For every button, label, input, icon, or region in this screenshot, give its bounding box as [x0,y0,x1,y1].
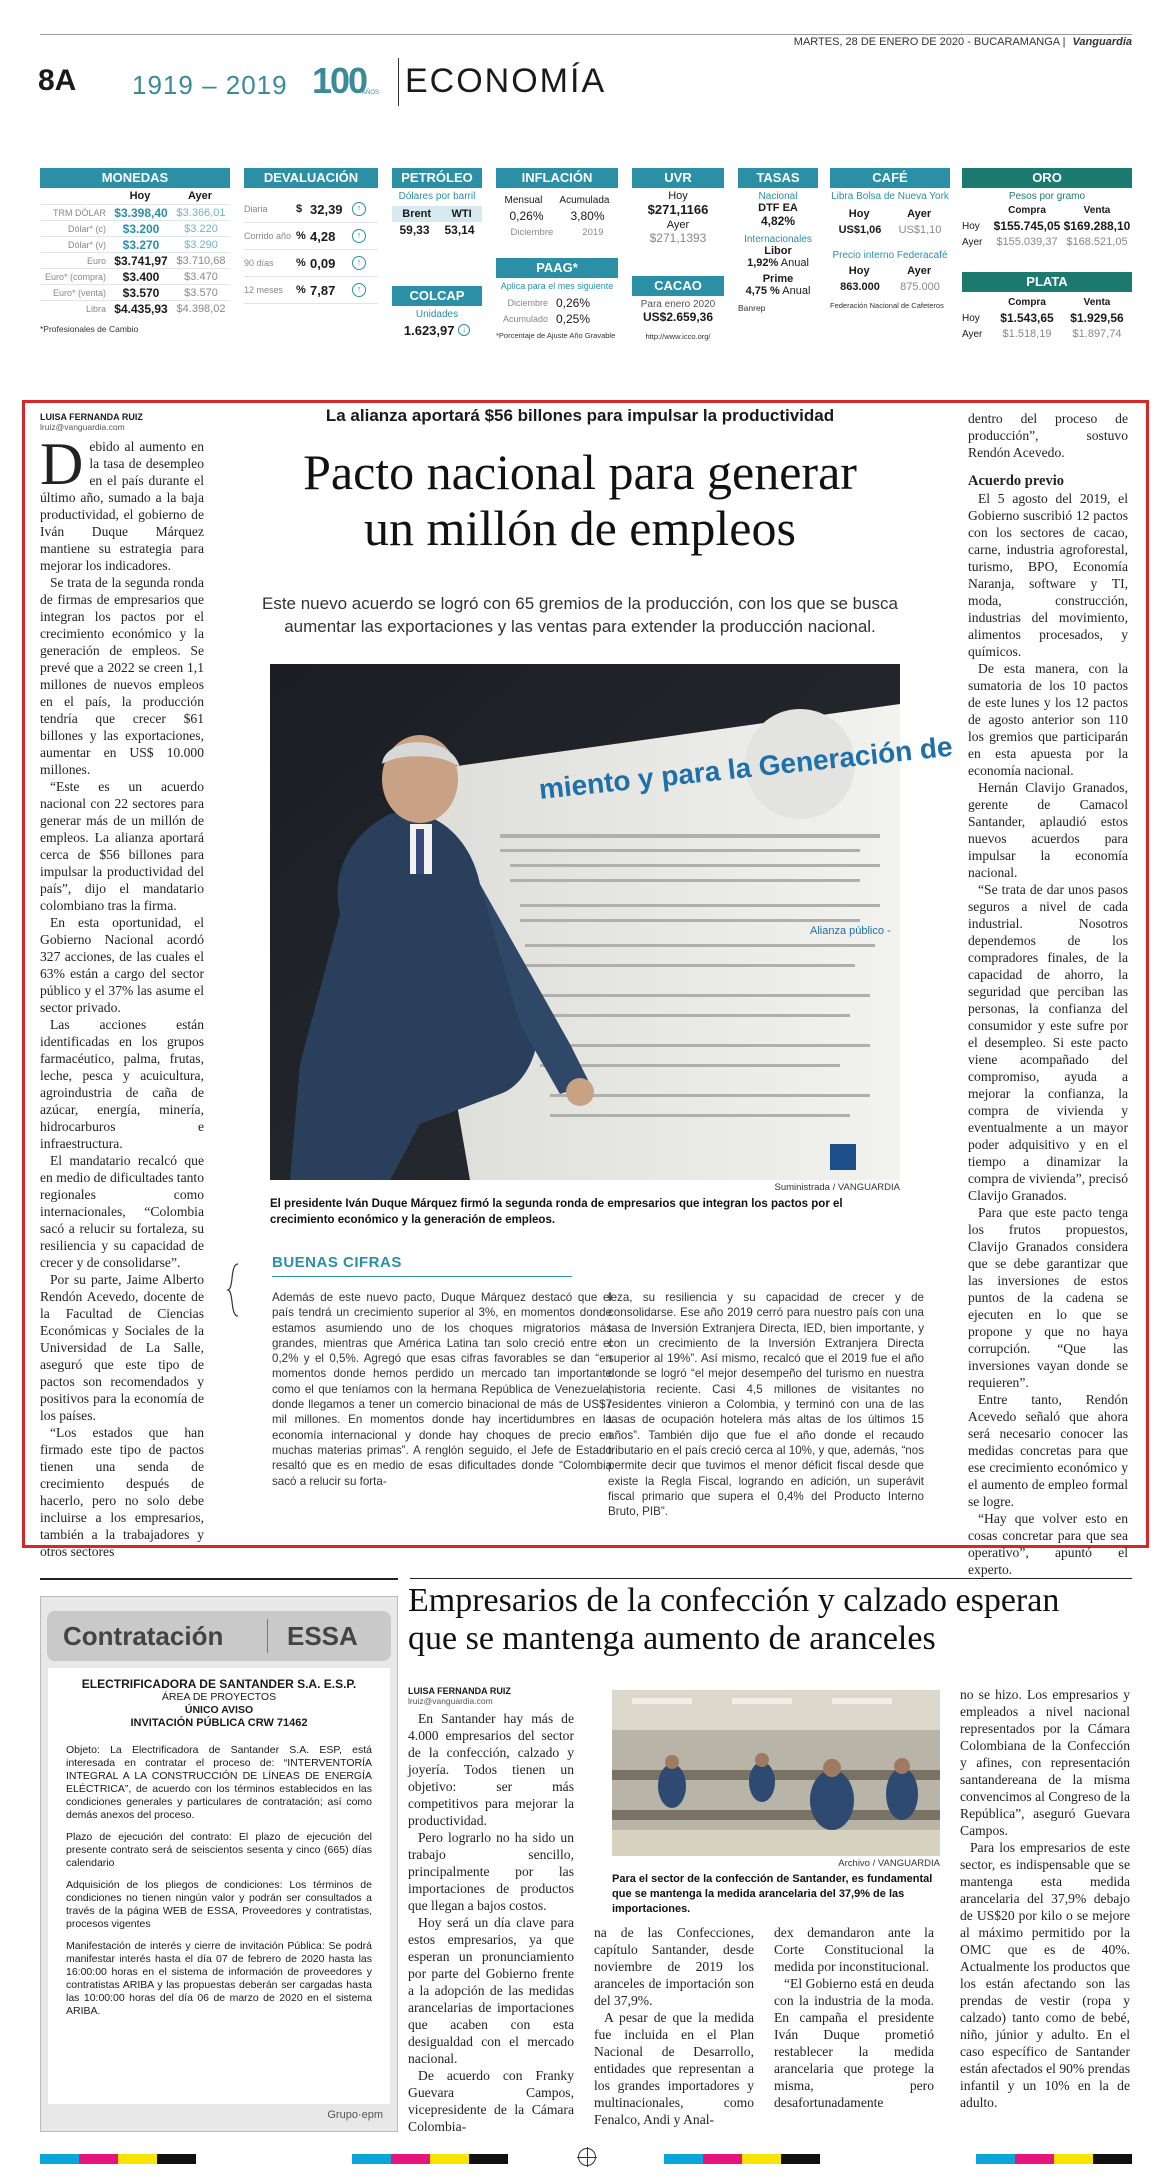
photo-caption: Para el sector de la confección de Santander, es fundamental que se mantenga la medida arancelaria del 37,9% de las importaciones. [612,1873,933,1915]
plata-title: PLATA [962,272,1132,292]
inflacion-panel [496,168,618,240]
ad-paragraph: Adquisición de los pliegos de condiciones: Los términos de condiciones no tienen ningún valor y podrán ser consultados a través de la página WEB de ESSA, Proveedores y contratistas, procesos vigentes [66,1879,372,1930]
moneda-label: Euro [86,255,106,266]
ad-label: Contratación [63,1621,224,1651]
lead-paragraph: ebido al aumento en la tasa de desempleo en el país durante el último año, sumado a la baja productividad, el gobierno de Iván Duque Márquez mantiene su estrategia para mejorar los indicadores. [40,439,204,573]
cafe-sub2: Precio interno Federacafé [832,250,948,261]
tasas-title: TASAS [738,168,818,188]
deval-symbol: % [296,257,306,269]
paragraph: “Este es un acuerdo nacional con 22 sectores para generar más de un millón de empleos. La alianza aportará cerca de $56 billones para impulsar la productividad del país”, dijo el mandatario colombiano tras la firma. [40,779,204,913]
byline: LUISA FERNANDA RUIZ [40,412,143,422]
photo-caption: El presidente Iván Duque Márquez firmó la segunda ronda de empresarios que integran los pactos por el crecimiento económico y la generación de empleos. [270,1198,843,1226]
paragraph: na de las Confecciones, capítulo Santander, desde noviembre de 2019 los aranceles de importación son del 37,9%. [594,1925,754,2008]
paper-name: Vanguardia [1072,36,1132,48]
grupo-epm-logo: Grupo·epm [327,2109,383,2121]
metal-venta: $169.288,10 [1063,219,1131,233]
paag-panel [496,258,618,340]
dropcap: D [40,431,84,497]
paragraph: El mandatario recalcó que en medio de dificultades tanto regionales como internacionales, “Colombia sacó a relucir su fortaleza, su resiliencia y su capacidad de crecer y de consolidarse”. [40,1153,204,1270]
header-divider [398,58,399,106]
moneda-ayer: $3.470 [184,270,218,283]
metal-row [962,326,1132,342]
cacao-title: CACAO [632,276,724,296]
deval-symbol: $ [296,203,303,215]
cafe-ayer-label: Ayer [907,208,932,220]
factory-photo [612,1690,940,1856]
signing-photo-illustration [270,664,954,1180]
devaluacion-panel [244,168,378,304]
ad-area: ÁREA DE PROYECTOS [161,1691,277,1703]
paragraph: De esta manera, con la sumatoria de los 10 pactos de este lunes y los 12 pactos de agosto anterior son 110 los gremios que participarán en esta apuesta por la economía nacional. [968,661,1128,778]
uvr-ayer: $271,1393 [649,231,707,245]
moneda-label: Euro* (compra) [44,271,106,282]
subhead: Acuerdo previo [968,473,1064,489]
cafe-ayer: US$1,10 [898,224,942,236]
devaluacion-title: DEVALUACIÓN [244,168,378,188]
paragraph: A pesar de que la medida fue incluida en el Plan Nacional de Desarrollo, entidades que representan a los grandes importadores y multinacionales, como Fenalco, Andi y Anal- [594,2010,754,2127]
brent-label: Brent [402,208,431,220]
cafe-hoy-label-2: Hoy [848,265,870,277]
uvr-panel [632,168,724,245]
cifras-left-text: Además de este nuevo pacto, Duque Márquez destacó que el país tendrá un crecimiento superior al 3%, en momentos donde estamos asumiendo uno de los choques migratorios más grandes, mientras que América Latina tan solo creció entre el 0,2% y el 0,5%. Agregó que esas cifras favorables se dan “en momentos donde hemos perdido un mercado tan importante como el que teníamos con la hermana República de Venezuela, donde llegamos a tener un comercio binacional de más de US$7 mil millones. En momentos donde hay incertidumbres en la economía internacional y donde hay choques de precio en muchas materias primas”. A renglón seguido, el Jefe de Estado resaltó que es en medio de esas dificultades donde “Colombia sacó a relucir su forta- [272,1291,612,1488]
moneda-hoy: $3.400 [122,269,160,284]
paag-sub: Aplica para el mes siguiente [500,281,614,291]
oro-sub: Pesos por gramo [1008,191,1086,202]
colcap-panel [392,286,482,338]
plata-compra-label: Compra [1008,296,1046,308]
kicker: La alianza aportará $56 billones para impulsar la productividad [325,406,835,425]
arrow-down-icon: ↓ [458,324,470,336]
moneda-ayer: $3.220 [184,222,218,235]
tasas-internacionales: Internacionales [744,234,812,245]
cacao-note: http://www.icco.org/ [645,332,711,341]
plata-panel [962,272,1132,342]
metal-label: Hoy [962,312,980,324]
metal-label: Hoy [962,220,980,232]
libor-value: 1,92% [747,257,779,269]
paag-note: *Porcentaje de Ajuste Año Gravable [496,331,616,340]
photo-credit: Suministrada / VANGUARDIA [774,1182,900,1193]
colcap-title: COLCAP [392,286,482,306]
ad-top-rule [40,1578,398,1580]
oro-panel [962,168,1132,250]
metal-compra: $155.745,05 [993,219,1061,233]
mensual-label: Mensual [504,194,543,206]
paragraph: El 5 agosto del 2019, el Gobierno suscribió 12 pactos con los sectores de cacao, carne, industria agroforestal, turismo, BPO, Economía Naranja, software y TI, moda, construcción, industrias del movimiento, alimentos procesados, y químicos. [968,491,1128,659]
deval-value: 32,39 [310,201,343,217]
section-title: ECONOMÍA [405,62,607,100]
moneda-row [40,284,230,300]
tasas-nacional: Nacional [758,191,798,202]
cacao-panel [632,276,724,341]
uvr-hoy: $271,1166 [647,202,709,217]
metal-label: Ayer [962,236,983,248]
paragraph: no se hizo. Los empresarios y empleados a nivel nacional representados por la Cámara Colombiana de la Confección y afines, con representación santandereana de la misma convencimos al Congreso de la República”, aseguró Guevara Campos. [960,1687,1130,1838]
cifras-right-text: leza, su resiliencia y su capacidad de crecer y de consolidarse. Ese año 2019 cerró para nuestro país con una tasa de Inversión Extranjera Directa, IED, bien importante, y con un crecimiento de la Inversión Extranjera Directa superior al 19%”. Así mismo, recalcó que el 2019 fue el año donde se logró “el mejor desempeño del turismo en nuestra historia reciente. Casi 4,5 millones de visitantes no residentes vinieron a Colombia, y terminó con una de las tasas de ocupación hotelera más altas de los últimos 15 años”. También dijo que fue el año donde el recaudo tributario en el país creció cerca al 10%, y que, además, “nos permite decir que tuvimos el menor déficit fiscal desde que existe la Regla Fiscal, logrando en adición, un superávit fiscal primario que supera el 0,4% del Producto Interno Bruto, PIB”. [608,1291,924,1519]
ad-paragraph: Manifestación de interés y cierre de invitación Pública: Se podrá manifestar interés hasta el día 07 de febrero de 2020 hasta las 16:00:00 horas en el sistema de información de proveedores y contratistas ARIBA y las propuestas deberán ser cargadas hasta las 10:00:00 horas del día 06 de marzo de 2020 en el sistema ARIBA. [66,1940,372,2017]
acumulada-value: 3,80% [570,209,605,223]
ad-body [48,1668,390,2104]
moneda-ayer: $3.710,68 [176,254,226,267]
moneda-hoy: $3.741,97 [114,253,168,268]
metal-compra: $1.518,19 [1002,328,1052,340]
moneda-row [40,252,230,268]
page-number: 8A [38,64,77,97]
colcap-value: 1.623,97 [403,322,455,338]
oro-venta-label: Venta [1083,204,1111,216]
col-ayer: Ayer [187,190,213,202]
cacao-sub: Para enero 2020 [640,299,716,310]
paag-row [496,311,618,327]
colcap-sub: Unidades [415,309,459,320]
byline-email: lruiz@vanguardia.com [408,1696,493,1706]
uvr-hoy-label: Hoy [668,190,688,202]
moneda-hoy: $3.398,40 [114,205,168,220]
main-col-3 [968,410,1128,1578]
brace-decoration [226,1262,240,1318]
inflacion-title: INFLACIÓN [496,168,618,188]
metal-venta: $168.521,05 [1066,236,1128,248]
paragraph: Por su parte, Jaime Alberto Rendón Acevedo, docente de la Facultad de Ciencias Económicas y Sociales de la Universidad de La Salle, aseguró que este tipo de pactos son recomendados y positivos para la economía de los países. [40,1272,204,1423]
moneda-label: TRM DÓLAR [52,207,106,218]
cafe-note: Federación Nacional de Cafeteros [830,301,944,310]
prime-value: 4,75 % [745,285,780,297]
petroleo-title: PETRÓLEO [392,168,482,188]
dek: Este nuevo acuerdo se logró con 65 gremios de la producción, con los que se busca aumentar las exportaciones y las ventas para extender la producción nacional. [261,594,898,636]
second-headline: Empresarios de la confección y calzado esperan que se mantenga aumento de aranceles [408,1582,1060,1657]
paragraph: Hernán Clavijo Granados, gerente de Camacol Santander, aplaudió estos nuevos acuerdos para impulsar la economía nacional. [968,780,1128,880]
article2-col-1 [408,1686,574,2135]
paragraph: Pero lograrlo no ha sido un trabajo sencillo, principalmente por las importaciones de productos que llegan a bajos costos. [408,1830,574,1913]
moneda-ayer: $3.570 [184,286,218,299]
cafe-hoy2: 863.000 [840,281,880,293]
moneda-hoy: $3.200 [122,221,160,236]
wti-label: WTI [451,208,472,220]
uvr-title: UVR [632,168,724,188]
dateline: MARTES, 28 DE ENERO DE 2020 - BUCARAMANGA | Vanguardia [793,36,1132,48]
monedas-note: *Profesionales de Cambio [40,324,139,334]
photo-credit: Archivo / VANGUARDIA [838,1858,940,1869]
metal-venta: $1.897,74 [1072,328,1122,340]
paag-row [496,295,618,311]
deval-value: 0,09 [310,255,336,271]
moneda-row [40,204,230,220]
metal-compra: $1.543,65 [1000,311,1054,325]
factory-photo-illustration [612,1690,940,1856]
prime-unit: Anual [782,285,811,297]
paragraph: Hoy será un día clave para estos empresarios, ya que esperan un pronunciamiento por parte del Gobierno frente a la adopción de las medidas arancelarias de importaciones que acaben con esta desigualdad con el mercado nacional. [408,1915,574,2066]
mensual-date: Diciembre [510,226,554,238]
oro-title: ORO [962,168,1132,188]
oro-compra-label: Compra [1008,204,1046,216]
metal-row [962,310,1132,326]
registration-mark-icon [578,2148,596,2166]
moneda-hoy: $4.435,93 [114,301,168,316]
deval-value: 7,87 [310,282,336,298]
metal-compra: $155.039,37 [996,236,1058,248]
moneda-label: Libra [85,303,106,314]
deval-label: Corrido año [244,231,292,241]
dtf-value: 4,82% [760,214,796,228]
metal-row [962,234,1132,250]
essa-logo: ESSA [287,1621,358,1651]
mensual-value: 0,26% [509,209,544,223]
photo-banner-text: miento y para la Generación de [537,730,954,805]
ad-invitation: INVITACIÓN PÚBLICA CRW 71462 [130,1717,308,1729]
ad-paragraph: Objeto: La Electrificadora de Santander S.A. ESP, está interesada en contratar el proceso de: “INTERVENTORÍA INTEGRAL A LA CONSTRUCCIÓN DE LÍNEAS DE ENERGÍA ELÉCTRICA”, de acuerdo con los términos establecidos en las condiciones generales y particulares de contratación; así como demás anexos del proceso. [66,1744,372,1821]
moneda-ayer: $3.290 [184,238,218,251]
paragraph: Se trata de la segunda ronda de firmas de empresarios que integran los pactos por el crecimiento económico y la generación de empleos. Se prevé que a 2022 se creen 1,1 millones de nuevos empleos en el país, la producción tendría que crecer $61 billones y las exportaciones, aumentar en US$ 10.000 millones. [40,575,204,777]
petroleo-panel [392,168,482,238]
article2-rule [410,1578,1132,1579]
monedas-panel [40,168,230,334]
paragraph: dentro del proceso de producción”, sostuvo Rendón Acevedo. [968,411,1128,460]
metal-row [962,218,1132,234]
moneda-row [40,220,230,236]
arrow-up-icon: ↑ [352,202,366,216]
deval-row [244,250,378,277]
dtf-label: DTF EA [758,202,798,214]
moneda-ayer: $4.398,02 [176,302,226,315]
main-photo [270,664,954,1180]
tasas-panel [738,168,818,313]
cafe-ayer-label-2: Ayer [907,265,932,277]
article2-col-4 [960,1686,1130,2111]
paragraph: “El Gobierno está en deuda con la industria de la moda. En campaña el presidente Iván Duque prometió restablecer la medida arancelaria que protege la misma, pero desafortunadamente [774,1976,934,2110]
moneda-row [40,236,230,252]
ad-paragraph: Plazo de ejecución del contrato: El plazo de ejecución del presente contrato será de seiscientos sesenta y cinco (665) días calendario [66,1831,372,1869]
paragraph: dex demandaron ante la Corte Constitucional la medida por inconstitucional. [774,1925,934,1974]
main-col-1 [40,412,204,1560]
plata-venta-label: Venta [1083,296,1111,308]
paag-title: PAAG* [496,258,618,278]
cifras-rule [272,1276,572,1277]
paragraph: En esta oportunidad, el Gobierno Nacional acordó 327 acciones, de las cuales el 63% están a cargo del sector público y el 37% las asume el sector privado. [40,915,204,1015]
cifras-title: BUENAS CIFRAS [272,1254,402,1271]
cafe-panel [830,168,950,310]
moneda-row [40,268,230,284]
brent-value: 59,33 [399,223,430,237]
paragraph: “Se trata de dar unos pasos seguros a nivel de cada industrial. Nosotros dependemos de los compradores finales, de la capacidad de ahorro, la seguridad que perciban las personas, la confianza del consumidor y este sufre por el desempleo. Si este pacto viene acompañado del compromiso, ayuda a mejorar la confianza, la compra de vivienda y eventualmente a un mayor poder adquisitivo y en el tiempo a dinamizar la compra de vivienda”, precisó Clavijo Granados. [968,882,1128,1203]
ad-banner [47,1611,391,1661]
cafe-hoy-label: Hoy [848,208,870,220]
header-rule [40,34,1132,35]
article2-col-3 [774,1924,934,2111]
paragraph: Las acciones están identificadas en los grupos farmacéutico, palma, frutas, leche, pesca y acuicultura, agroindustria de caña de azúcar, energía, minería, hidrocarburos e infraestructura. [40,1017,204,1151]
moneda-hoy: $3.570 [122,285,160,300]
deval-row [244,223,378,250]
arrow-up-icon: ↑ [352,283,366,297]
libor-label: Libor [764,245,792,257]
deval-row [244,277,378,304]
arrow-up-icon: ↑ [352,256,366,270]
byline-email: lruiz@vanguardia.com [40,422,125,432]
cacao-value: US$2.659,36 [642,310,714,324]
cafe-title: CAFÉ [830,168,950,188]
prime-label: Prime [762,273,794,285]
acumulada-date: 2019 [582,226,604,238]
libor-unit: Anual [780,257,809,269]
paag-label: Diciembre [507,298,548,308]
uvr-ayer-label: Ayer [666,219,690,231]
tasas-note: Banrep [738,303,766,313]
paag-value: 0,26% [556,296,591,310]
moneda-label: Dólar* (c) [67,223,106,234]
petroleo-sub: Dólares por barril [398,191,476,202]
deval-symbol: % [296,284,306,296]
paragraph: En Santander hay más de 4.000 empresarios del sector de la confección, calzado y joyería. Todos tienen un objetivo: ser más competitivos para mejorar la productividad. [408,1711,574,1828]
deval-symbol: % [296,230,306,242]
ad-company: ELECTRIFICADORA DE SANTANDER S.A. E.S.P. [81,1677,357,1691]
paragraph: Para que este pacto tenga los frutos propuestos, Clavijo Granados considera que se debe garantizar que las inversiones de estos puntos de la cadena se ejecuten en lo que se propone y que no haya corrupción. “Que las inversiones vayan donde se requieren”. [968,1205,1128,1390]
monedas-title: MONEDAS [40,168,230,188]
cafe-ayer2: 875.000 [900,281,940,293]
metal-label: Ayer [962,328,983,340]
moneda-hoy: $3.270 [122,237,160,252]
deval-row [244,196,378,223]
anniversary-years: 1919 – 2019 [132,70,288,100]
paragraph: “Los estados que han firmado este tipo de pactos tienen una senda de crecimiento después de hacerlo, pero no solo debe incluirse a los empresarios, también a la trabajadores y otros sectores [40,1425,204,1559]
metal-venta: $1.929,56 [1070,311,1124,325]
photo-board-text: Alianza público - [810,925,891,937]
anniversary-logo: 100 AÑOS [312,60,380,101]
cafe-sub: Libra Bolsa de Nueva York [831,191,949,202]
main-headline: Pacto nacional para generar un millón de empleos [303,444,857,556]
wti-value: 53,14 [444,223,475,237]
deval-label: 90 días [244,258,274,268]
byline: LUISA FERNANDA RUIZ [408,1686,511,1696]
deval-label: Diaria [244,204,268,214]
paragraph: “Hay que volver esto en cosas concretar para que sea operativo”, apuntó el experto. [968,1511,1128,1577]
cafe-hoy: US$1,06 [838,224,882,236]
paragraph: De acuerdo con Franky Guevara Campos, vicepresidente de la Cámara Colombia- [408,2068,574,2134]
deval-value: 4,28 [310,228,336,244]
article2-col-2 [594,1924,754,2128]
moneda-label: Dólar* (v) [67,239,106,250]
moneda-label: Euro* (venta) [52,287,106,298]
col-hoy: Hoy [129,190,151,202]
paragraph: Para los empresarios de este sector, es indispensable que se mantenga esta medida arancelaria del 37,9% debajo de US$20 por kilo o se mejore al máximo permitido por la OMC que es de 40%. Actualmente los productos que los están afectando son las prendas de vestir (ropa y calzado) tanto como de bebé, niño, júnior y adulto. En el caso específico de Santander están afectados el 90% prendas infantil y un 10% en la de adulto. [960,1840,1130,2110]
moneda-row [40,300,230,316]
moneda-ayer: $3.366,01 [176,206,226,219]
ad-aviso: ÚNICO AVISO [184,1704,254,1716]
paag-value: 0,25% [556,312,591,326]
acumulada-label: Acumulada [559,194,610,206]
arrow-up-icon: ↑ [352,229,366,243]
paag-label: Acumulado [502,314,548,324]
deval-label: 12 meses [244,285,284,295]
paragraph: Entre tanto, Rendón Acevedo señaló que ahora será necesario conocer las medidas concretas para que ese crecimiento económico y el aumento de empleo formal se logre. [968,1392,1128,1509]
